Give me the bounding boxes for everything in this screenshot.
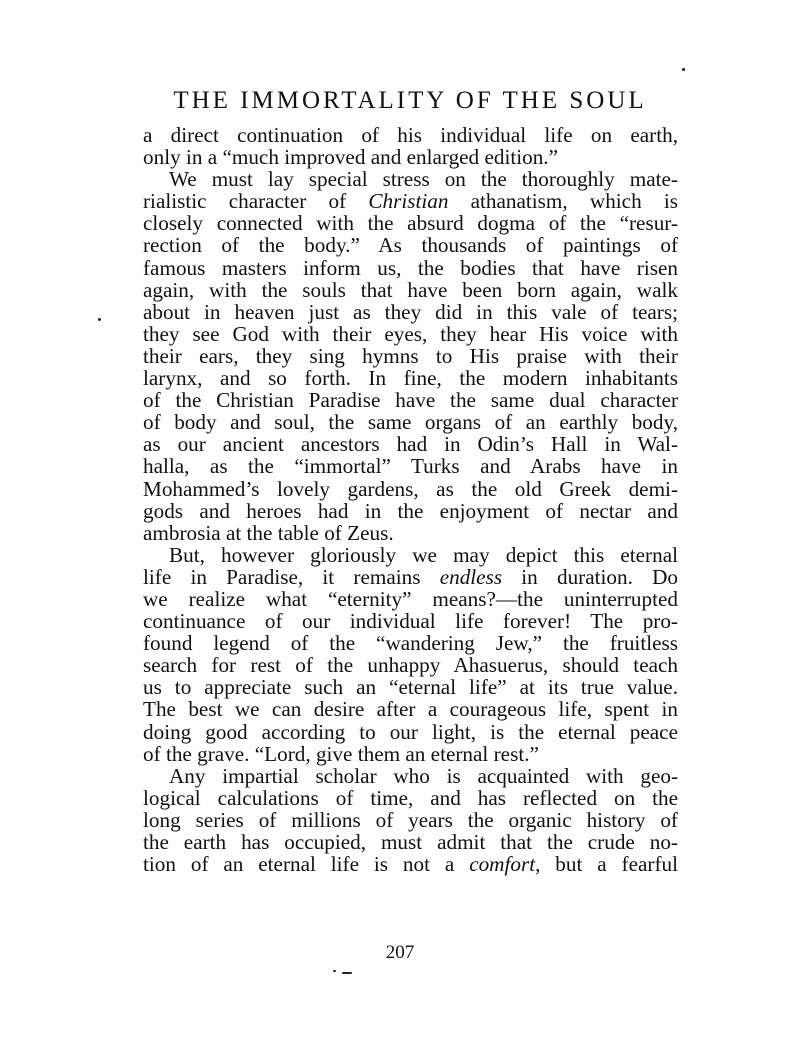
text-line: us to appreciate such an “eternal life” at its true value. [143, 675, 678, 700]
print-speck [342, 972, 352, 974]
text-line: doing good according to our light, is the eternal peace [143, 719, 678, 744]
text-line: about in heaven just as they did in this vale of tears; [143, 299, 678, 324]
text-line: their ears, they sing hymns to His praise with their [143, 343, 678, 368]
text-line: continuance of our individual life forever! The pro- [143, 609, 678, 634]
text-line: found legend of the “wandering Jew,” the fruitless [143, 631, 678, 656]
text-line: of the grave. “Lord, give them an eternal rest.” [143, 741, 539, 766]
text-line: life in Paradise, it remains endless in duration. Do [143, 564, 678, 589]
text-line: The best we can desire after a courageous life, spent in [143, 697, 678, 722]
body-text [143, 124, 678, 875]
page-number: 207 [385, 942, 415, 963]
text-line: gods and heroes had in the enjoyment of nectar and [143, 498, 678, 523]
text-line: Mohammed’s lovely gardens, as the old Greek demi- [143, 476, 678, 501]
print-speck [682, 68, 685, 71]
text-line: of the Christian Paradise have the same dual character [143, 388, 678, 413]
running-head: THE IMMORTALITY OF THE SOUL [173, 87, 647, 114]
text-line: again, with the souls that have been born again, walk [143, 277, 678, 302]
text-line: tion of an eternal life is not a comfort, but a fearful [143, 852, 678, 877]
print-speck [98, 318, 101, 321]
text-line: Any impartial scholar who is acquainted with geo- [169, 763, 678, 788]
text-line: search for rest of the unhappy Ahasuerus, should teach [143, 653, 678, 678]
text-line: But, however gloriously we may depict this eternal [169, 542, 678, 567]
text-line: rialistic character of Christian athanatism, which is [143, 189, 678, 214]
text-line: larynx, and so forth. In fine, the modern inhabitants [143, 366, 678, 391]
text-line: they see God with their eyes, they hear His voice with [143, 321, 678, 346]
text-line: we realize what “eternity” means?—the uninterrupted [143, 586, 678, 611]
text-line: We must lay special stress on the thoroughly mate- [169, 167, 678, 192]
print-speck [333, 970, 336, 972]
text-line: of body and soul, the same organs of an earthly body, [143, 410, 678, 435]
text-line: ambrosia at the table of Zeus. [143, 520, 394, 545]
text-line: rection of the body.” As thousands of paintings of [143, 233, 678, 258]
text-line: only in a “much improved and enlarged edition.” [143, 145, 558, 170]
text-line: logical calculations of time, and has reflected on the [143, 785, 678, 810]
text-line: closely connected with the absurd dogma of the “resur- [143, 211, 678, 236]
text-line: famous masters inform us, the bodies that have risen [143, 255, 678, 280]
text-line: halla, as the “immortal” Turks and Arabs have in [143, 454, 678, 479]
text-line: as our ancient ancestors had in Odin’s Hall in Wal- [143, 432, 678, 457]
text-line: a direct continuation of his individual life on earth, [143, 123, 678, 147]
text-line: the earth has occupied, must admit that the crude no- [143, 830, 678, 854]
text-line: long series of millions of years the organic history of [143, 807, 678, 832]
